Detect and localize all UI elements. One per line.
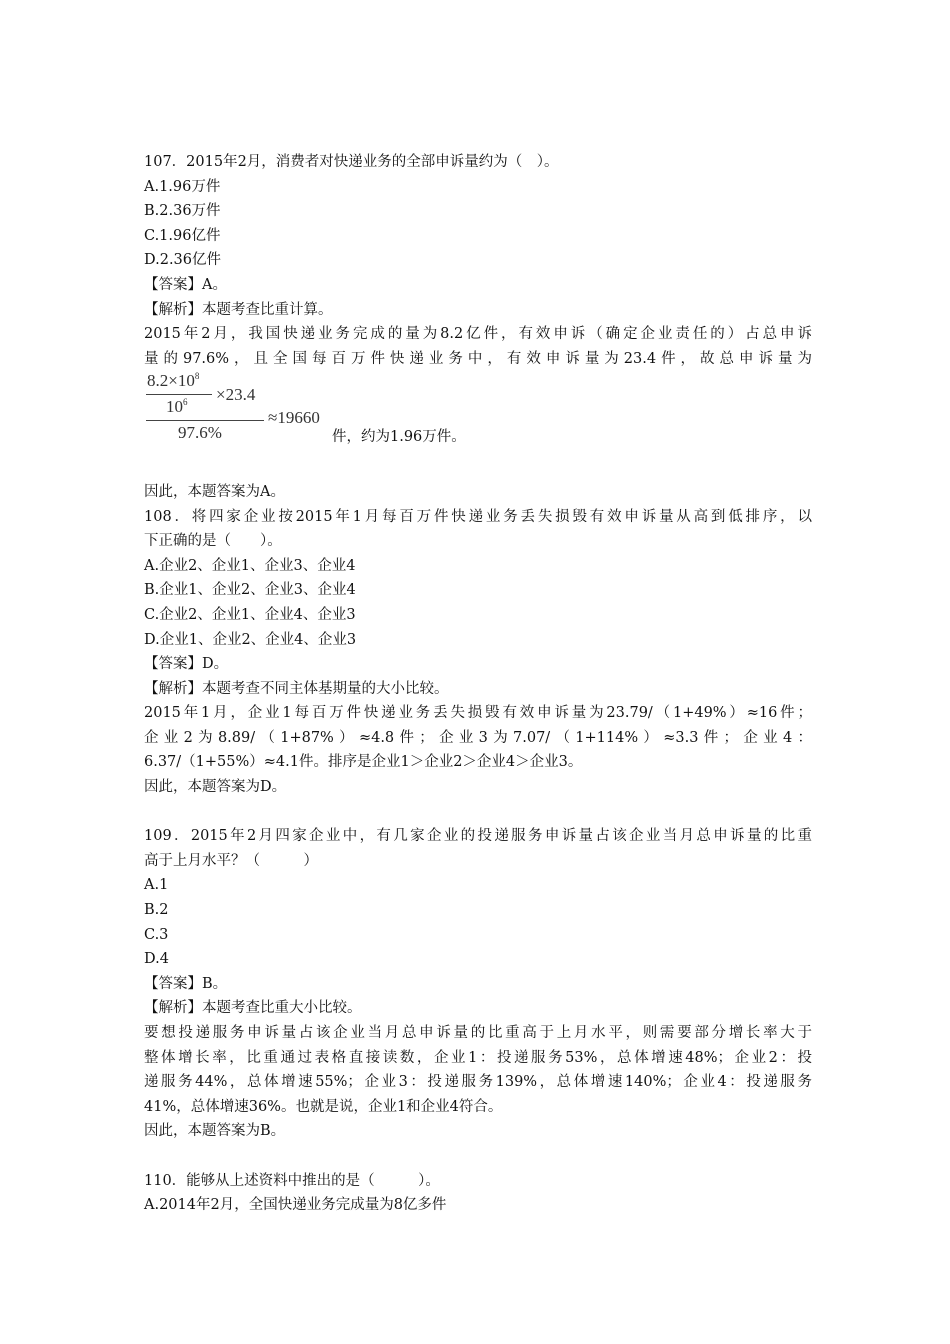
q109-analysis-line: 整体增长率，比重通过表格直接读数，企业1：投递服务53%，总体增速48%；企业2：投 (144, 1049, 812, 1066)
q110-question: 110．能够从上述资料中推出的是（ ）。 (144, 1172, 440, 1189)
formula-times-factor: ×23.4 (216, 385, 256, 405)
q108-option-d: D.企业1、企业2、企业4、企业3 (144, 631, 357, 648)
formula-result: ≈19660 (268, 408, 320, 428)
q109-option-b: B.2 (144, 902, 169, 919)
q109-option-c: C.3 (144, 926, 169, 943)
q107-analysis-line: 2015年2月，我国快递业务完成的量为8.2亿件，有效申诉（确定企业责任的）占总申诉 (144, 326, 812, 343)
spacer (144, 1144, 812, 1169)
q107-option-b: B.2.36万件 (144, 203, 221, 220)
q107-analysis-title: 【解析】本题考查比重计算。 (144, 301, 333, 318)
q108-option-b: B.企业1、企业2、企业3、企业4 (144, 582, 356, 599)
q108-analysis-line: 6.37/（1+55%）≈4.1件。排序是企业1＞企业2＞企业4＞企业3。 (144, 754, 583, 771)
spacer (144, 800, 812, 825)
q108-analysis-line: 企业2为8.89/（1+87%）≈4.8件；企业3为7.07/（1+114%）≈3.3件；企业4： (144, 729, 812, 746)
formula-denominator-a-exp: 6 (183, 397, 188, 408)
formula-main-fraction-bar (146, 420, 264, 421)
q109-analysis-line: 要想投递服务申诉量占该企业当月总申诉量的比重高于上月水平，则需要部分增长率大于 (144, 1025, 812, 1041)
q108-question-line: 下正确的是（ ）。 (144, 533, 282, 550)
q109-analysis-line: 递服务44%，总体增速55%；企业3：投递服务139%，总体增速140%；企业4：投递服务 (144, 1074, 812, 1091)
formula-denominator-a: 10 (166, 397, 183, 417)
q107-formula (144, 371, 344, 451)
q109-analysis-line: 41%，总体增速36%。也就是说，企业1和企业4符合。 (144, 1098, 503, 1115)
q108-analysis-title: 【解析】本题考查不同主体基期量的大小比较。 (144, 680, 449, 697)
q107-formula-block (144, 371, 812, 455)
q108-option-a: A.企业2、企业1、企业3、企业4 (144, 557, 356, 574)
formula-denominator: 97.6% (178, 423, 222, 443)
spacer (144, 455, 812, 480)
q109-answer: 【答案】B。 (144, 975, 228, 992)
q109-analysis-title: 【解析】本题考查比重大小比较。 (144, 1000, 362, 1017)
q110-option-a: A.2014年2月，全国快递业务完成量为8亿多件 (144, 1197, 447, 1214)
q107-formula-suffix: 件，约为1.96万件。 (332, 429, 466, 446)
q108-option-c: C.企业2、企业1、企业4、企业3 (144, 606, 356, 623)
q108-question-line: 108．将四家企业按2015年1月每百万件快递业务丢失损毁有效申诉量从高到低排序，以 (144, 508, 812, 525)
q107-analysis-line: 量的97.6%，且全国每百万件快递业务中，有效申诉量为23.4件，故总申诉量为 (144, 350, 812, 367)
q107-conclusion: 因此，本题答案为A。 (144, 483, 285, 500)
q107-option-d: D.2.36亿件 (144, 252, 222, 269)
document-page (144, 150, 812, 1218)
q107-option-c: C.1.96亿件 (144, 227, 221, 244)
formula-numerator-a: 8.2×10 (147, 371, 195, 391)
q107-question: 107．2015年2月，消费者对快递业务的全部申诉量约为（ ）。 (144, 154, 559, 170)
q108-analysis-line: 2015年1月，企业1每百万件快递业务丢失损毁有效申诉量为23.79/（1+49%）≈16件； (144, 705, 812, 722)
formula-numerator-a-exp: 8 (194, 371, 200, 382)
q108-conclusion: 因此，本题答案为D。 (144, 779, 287, 796)
q109-question-line: 109．2015年2月四家企业中，有几家企业的投递服务申诉量占该企业当月总申诉量的比重 (144, 828, 812, 845)
formula-inner-fraction-bar (146, 394, 212, 395)
q109-conclusion: 因此，本题答案为B。 (144, 1123, 286, 1140)
q109-question-line: 高于上月水平？（ ） (144, 852, 318, 869)
q108-answer: 【答案】D。 (144, 656, 229, 673)
q107-answer: 【答案】A。 (144, 276, 227, 293)
q109-option-d: D.4 (144, 951, 169, 968)
q107-option-a: A.1.96万件 (144, 178, 221, 195)
q109-option-a: A.1 (144, 877, 169, 894)
